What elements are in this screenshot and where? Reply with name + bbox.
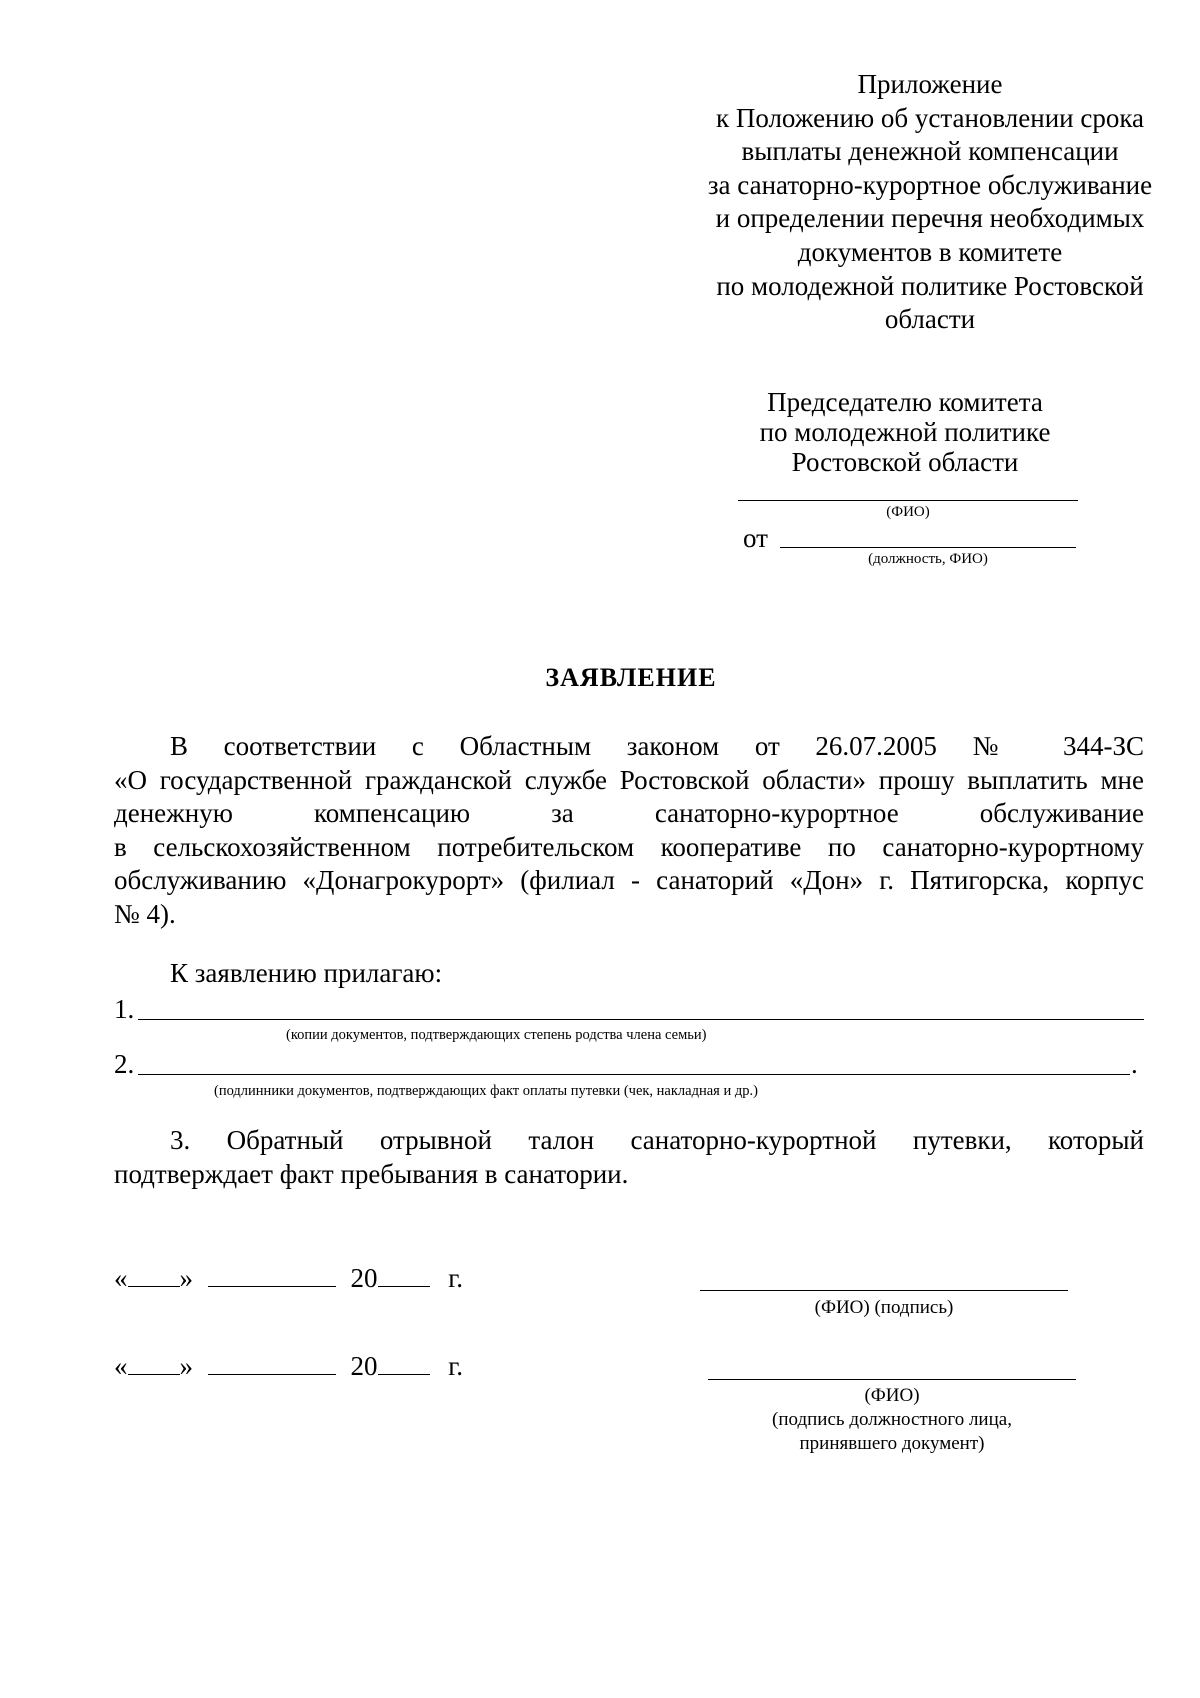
item2-input-line[interactable] <box>138 1074 1130 1075</box>
official-caption-line: (ФИО) <box>864 1385 920 1406</box>
addressee-line: Председателю комитета <box>767 387 1043 417</box>
appendix-line: выплаты денежной компенсации <box>741 136 1119 167</box>
from-label: от <box>743 523 768 553</box>
appendix-line: области <box>884 304 976 335</box>
official-signature-line[interactable] <box>708 1379 1076 1380</box>
body-line: № 4). <box>114 898 176 929</box>
appendix-header <box>640 68 1200 337</box>
applicant-position-fio-line[interactable] <box>780 547 1076 548</box>
body-line: В соответствии с Областным законом от 26.07.2005 № 344-ЗС <box>170 731 1144 761</box>
date-open-quote: « <box>114 1263 128 1293</box>
year-prefix: 20 <box>350 1351 378 1381</box>
item1-caption: (копии документов, подтверждающих степень родства члена семьи) <box>286 1027 707 1043</box>
day-field[interactable] <box>128 1264 180 1287</box>
appendix-line: по молодежной политике Ростовской <box>716 270 1144 301</box>
document-title: ЗАЯВЛЕНИЕ <box>545 663 717 692</box>
body-line: денежную компенсацию за санаторно-курортное обслуживание <box>114 798 1144 828</box>
day-field[interactable] <box>128 1352 180 1375</box>
application-body <box>114 730 1144 931</box>
item2-caption: (подлинники документов, подтверждающих факт оплаты путевки (чек, накладная и др.) <box>214 1083 758 1099</box>
body-line: «О государственной гражданской службе Ростовской области» прошу выплатить мне <box>114 764 1144 795</box>
date-close-quote: » <box>179 1263 193 1293</box>
year-field[interactable] <box>378 1264 430 1287</box>
addressee-line: по молодежной политике <box>759 417 1051 447</box>
year-prefix: 20 <box>350 1263 378 1293</box>
date-close-quote: » <box>179 1351 193 1381</box>
year-field[interactable] <box>378 1352 430 1375</box>
body-line: обслуживанию «Донагрокурорт» (филиал - санаторий «Дон» г. Пятигорска, корпус <box>114 865 1144 895</box>
date-open-quote: « <box>114 1351 128 1381</box>
addressee-block <box>690 387 1120 477</box>
official-signature-caption <box>708 1384 1076 1456</box>
month-field[interactable] <box>208 1264 336 1287</box>
body-line: в сельскохозяйственном потребительском кооперативе по санаторно-курортному <box>114 831 1144 862</box>
item3-line: подтверждает факт пребывания в санатории. <box>114 1158 629 1189</box>
year-suffix: г. <box>448 1351 464 1381</box>
item2-number: 2. <box>114 1049 135 1079</box>
official-date-row <box>114 1351 463 1382</box>
attachments-heading: К заявлению прилагаю: <box>170 958 443 988</box>
item2-end-period: . <box>1131 1049 1138 1079</box>
appendix-line: за санаторно-курортное обслуживание <box>707 169 1153 200</box>
item3-line: 3. Обратный отрывной талон санаторно-курортной путевки, который <box>170 1125 1144 1155</box>
chairman-fio-caption: (ФИО) <box>886 504 930 520</box>
applicant-signature-line[interactable] <box>700 1290 1068 1291</box>
appendix-line: и определении перечня необходимых <box>715 203 1145 234</box>
attachment-item-3 <box>114 1124 1144 1191</box>
appendix-line: к Положению об установлении срока <box>715 102 1145 133</box>
month-field[interactable] <box>208 1352 336 1375</box>
applicant-date-row <box>114 1263 463 1294</box>
applicant-position-fio-caption: (должность, ФИО) <box>868 551 988 567</box>
item1-input-line[interactable] <box>138 1019 1144 1020</box>
official-caption-line: принявшего документ) <box>799 1433 985 1454</box>
applicant-signature-caption: (ФИО) (подпись) <box>814 1297 954 1318</box>
chairman-fio-line[interactable] <box>738 500 1078 501</box>
appendix-line: документов в комитете <box>797 236 1063 267</box>
appendix-line: Приложение <box>857 69 1003 99</box>
item1-number: 1. <box>114 994 135 1024</box>
year-suffix: г. <box>448 1263 464 1293</box>
official-caption-line: (подпись должностного лица, <box>772 1409 1012 1430</box>
addressee-line: Ростовской области <box>791 447 1019 477</box>
